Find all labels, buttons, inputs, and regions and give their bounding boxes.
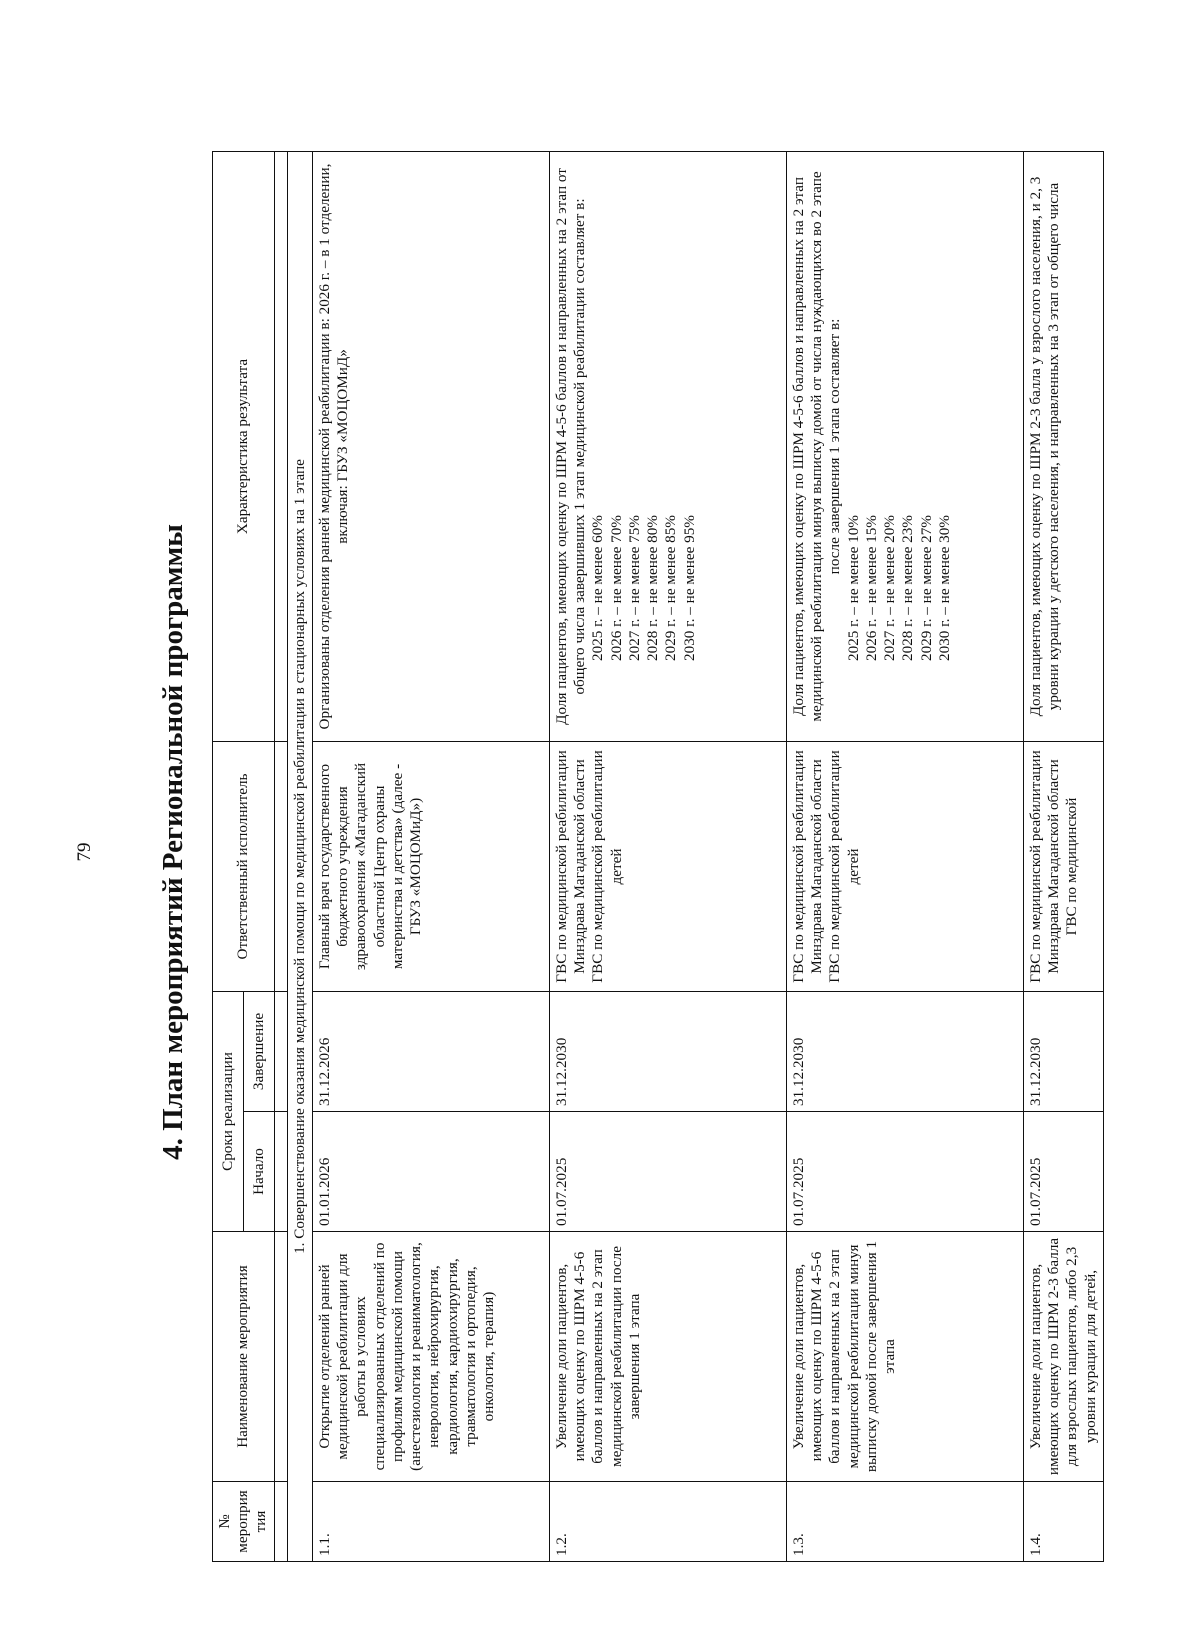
row-activity-name: Увеличение доли пациентов, имеющих оценку по ШРМ 4-5-6 баллов и направленных на 2 этап медицинской реабилитации после завершения 1 этапа bbox=[549, 1232, 786, 1482]
header-end: Завершение bbox=[243, 991, 274, 1111]
row-result-years bbox=[589, 157, 698, 736]
header-number: № мероприя тия bbox=[213, 1482, 275, 1562]
table-row bbox=[312, 151, 549, 1561]
spacer-row bbox=[274, 151, 287, 1561]
row-start-date: 01.01.2026 bbox=[312, 1112, 549, 1232]
page-number: 79 bbox=[74, 842, 95, 862]
document-title: 4. План мероприятий Региональной программы bbox=[157, 524, 189, 1160]
row-start-date: 01.07.2025 bbox=[786, 1112, 1023, 1232]
row-result-years bbox=[845, 157, 954, 736]
row-activity-name: Увеличение доли пациентов, имеющих оценку по ШРМ 4-5-6 баллов и направленных на 2 этап медицинской реабилитации минуя выписку домой после завершения 1 этапа bbox=[786, 1232, 1023, 1482]
section-row bbox=[287, 151, 312, 1561]
row-executor: ГВС по медицинской реабилитации Минздрава Магаданской области ГВС по медицинской реабилитации детей bbox=[786, 741, 1023, 991]
table-row bbox=[549, 151, 786, 1561]
row-end-date: 31.12.2030 bbox=[786, 991, 1023, 1111]
result-year-line: 2029 г. – не менее 27% bbox=[917, 515, 935, 661]
row-result bbox=[786, 151, 1023, 741]
header-result: Характеристика результата bbox=[213, 151, 275, 741]
row-number: 1.4. bbox=[1023, 1482, 1103, 1562]
activity-plan-table bbox=[212, 151, 1104, 1562]
result-year-line: 2029 г. – не менее 85% bbox=[662, 515, 680, 661]
row-number: 1.2. bbox=[549, 1482, 786, 1562]
row-number: 1.1. bbox=[312, 1482, 549, 1562]
header-name: Наименование мероприятия bbox=[213, 1232, 275, 1482]
row-result-text: Доля пациентов, имеющих оценку по ШРМ 4-5-6 баллов и направленных на 2 этап от общего числа завершивших 1 этап медицинской реабилитации составляет в: bbox=[552, 168, 589, 725]
header-terms: Сроки реализации bbox=[213, 991, 244, 1231]
row-result bbox=[312, 151, 549, 741]
row-start-date: 01.07.2025 bbox=[549, 1112, 786, 1232]
row-executor: ГВС по медицинской реабилитации Минздрава Магаданской области ГВС по медицинской bbox=[1023, 741, 1103, 991]
result-year-line: 2026 г. – не менее 70% bbox=[607, 515, 625, 661]
result-year-line: 2028 г. – не менее 80% bbox=[644, 515, 662, 661]
row-executor: Главный врач государственного бюджетного учреждения здравоохранения «Магаданский областной Центр охраны материнства и детства» (далее - ГБУЗ «МОЦОМиД») bbox=[312, 741, 549, 991]
row-number: 1.3. bbox=[786, 1482, 1023, 1562]
row-executor: ГВС по медицинской реабилитации Минздрава Магаданской области ГВС по медицинской реабилитации детей bbox=[549, 741, 786, 991]
result-year-line: 2025 г. – не менее 60% bbox=[589, 515, 607, 661]
result-year-line: 2030 г. – не менее 30% bbox=[935, 515, 953, 661]
row-activity-name: Открытие отделений ранней медицинской реабилитации для работы в условиях специализированных отделений по профилям медицинской помощи (анестезиология и реаниматология, неврология, нейрохирургия, кардиология, кардиохирургия, травматология и ортопедия, онкология, терапия) bbox=[312, 1232, 549, 1482]
result-year-line: 2027 г. – не менее 20% bbox=[881, 515, 899, 661]
header-executor: Ответственный исполнитель bbox=[213, 741, 275, 991]
result-year-line: 2027 г. – не менее 75% bbox=[625, 515, 643, 661]
result-year-line: 2030 г. – не менее 95% bbox=[680, 515, 698, 661]
row-end-date: 31.12.2030 bbox=[549, 991, 786, 1111]
rotated-content bbox=[150, 122, 1150, 1562]
result-year-line: 2025 г. – не менее 10% bbox=[844, 515, 862, 661]
table-row bbox=[1023, 151, 1103, 1561]
table-row bbox=[786, 151, 1023, 1561]
row-end-date: 31.12.2026 bbox=[312, 991, 549, 1111]
header-start: Начало bbox=[243, 1112, 274, 1232]
row-start-date: 01.07.2025 bbox=[1023, 1112, 1103, 1232]
row-end-date: 31.12.2030 bbox=[1023, 991, 1103, 1111]
row-result bbox=[549, 151, 786, 741]
header-row bbox=[213, 151, 244, 1561]
row-result-text: Организованы отделения ранней медицинской реабилитации в: 2026 г. – в 1 отделении, включая: ГБУЗ «МОЦОМиД» bbox=[315, 163, 352, 730]
row-result bbox=[1023, 151, 1103, 741]
row-activity-name: Увеличение доли пациентов, имеющих оценку по ШРМ 2-3 балла для взрослых пациентов, либо 2,3 уровни курации для детей, bbox=[1023, 1232, 1103, 1482]
row-result-text: Доля пациентов, имеющих оценку по ШРМ 4-5-6 баллов и направленных на 2 этап медицинской реабилитации минуя выписку домой от числа нуждающихся во 2 этапе после завершения 1 этапа составляет в: bbox=[789, 171, 844, 722]
row-result-text: Доля пациентов, имеющих оценку по ШРМ 2-3 балла у взрослого населения, и 2, 3 уровни курации у детского населения, и направленных на 3 этап от общего числа bbox=[1026, 176, 1063, 717]
section-title: 1. Совершенствование оказания медицинской помощи по медицинской реабилитации в стационарных условиях на 1 этапе bbox=[287, 151, 312, 1561]
result-year-line: 2028 г. – не менее 23% bbox=[899, 515, 917, 661]
result-year-line: 2026 г. – не менее 15% bbox=[862, 515, 880, 661]
